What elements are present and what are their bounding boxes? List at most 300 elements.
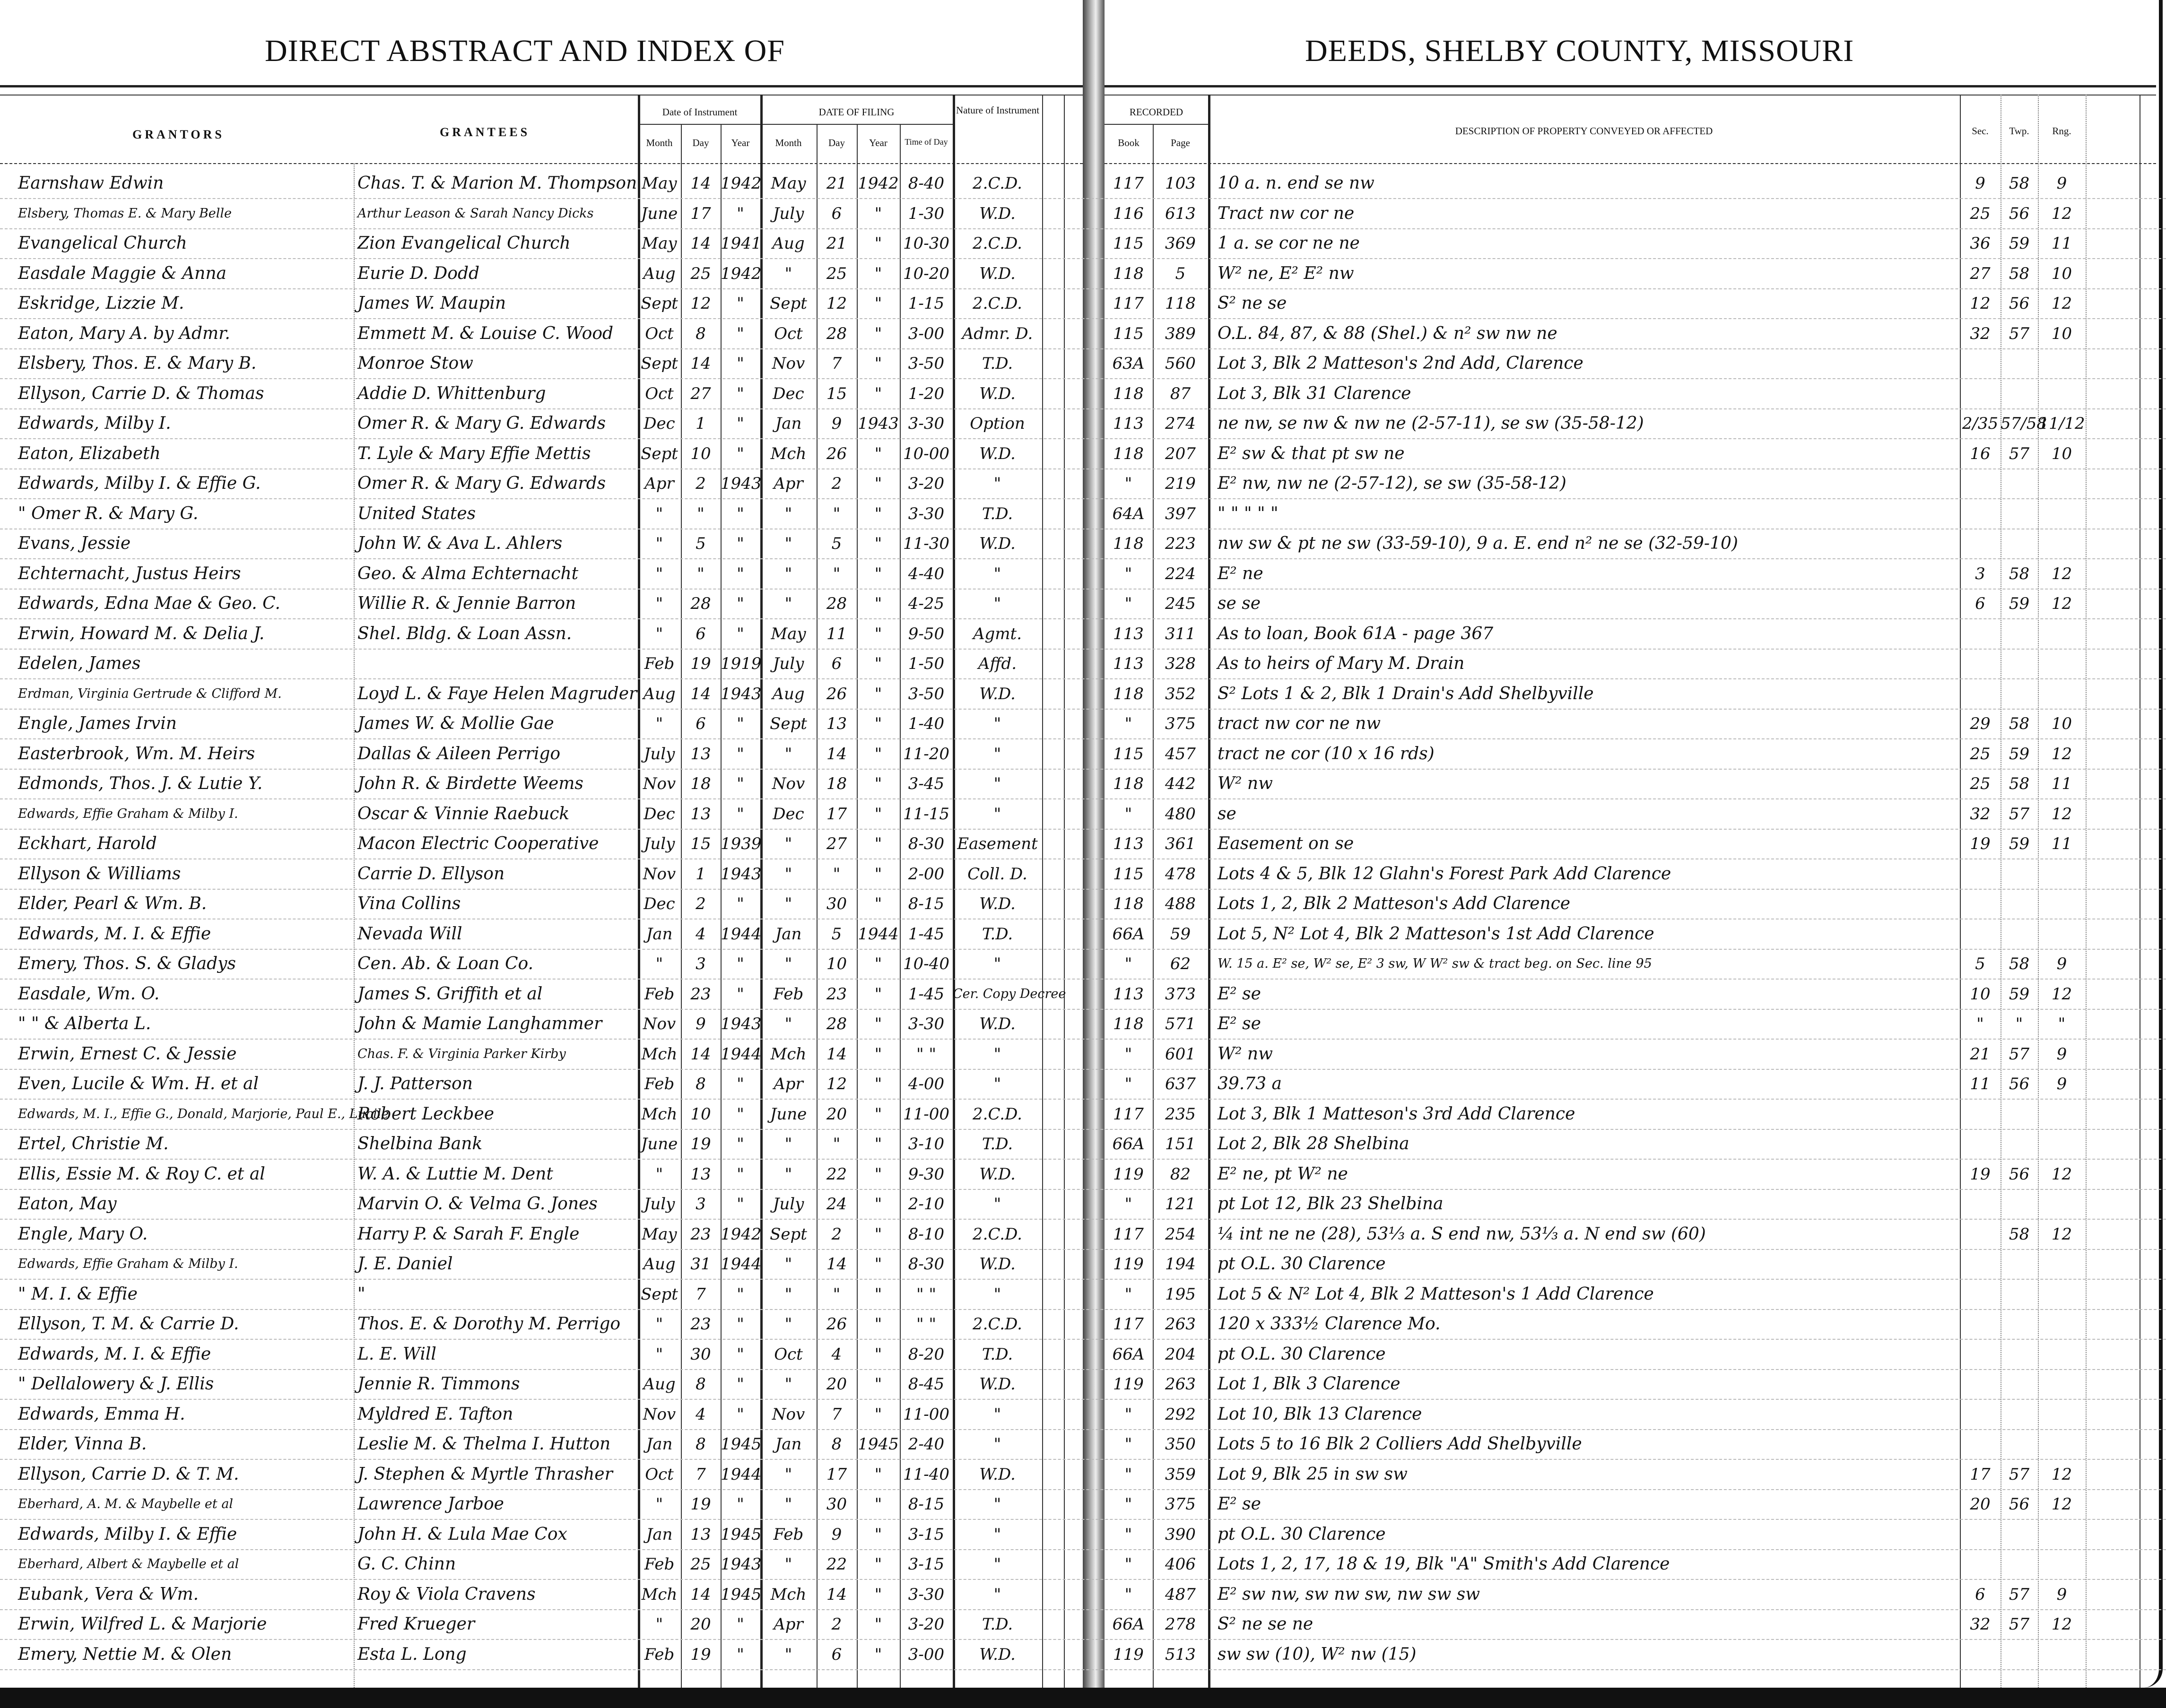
grantee-cell: Roy & Viola Cravens <box>357 1584 536 1604</box>
page-cell: 397 <box>1165 504 1196 523</box>
filing-month-cell: Jan <box>775 414 802 433</box>
filing-day-cell: 2 <box>831 1224 842 1244</box>
nature-of-instrument-cell: 2.C.D. <box>973 294 1022 313</box>
time-of-day-cell: 2-00 <box>908 864 945 884</box>
instrument-day-cell: 3 <box>696 954 706 973</box>
twp-cell: 59 <box>2009 234 2030 253</box>
book-cell: " <box>1124 714 1132 733</box>
filing-month-cell: " <box>784 264 792 283</box>
sec-cell <box>1960 500 2001 529</box>
filing-year-cell: " <box>874 264 882 283</box>
nature-of-instrument-cell: Cer. Copy Decree <box>953 986 1066 1001</box>
instrument-year-cell: 1945 <box>721 1435 762 1454</box>
sec-cell: 10 <box>1970 984 1991 1004</box>
book-cell: " <box>1124 1405 1132 1424</box>
filing-year-cell: " <box>874 684 882 703</box>
filing-year-cell: " <box>874 234 882 253</box>
sec-cell: 32 <box>1970 1615 1991 1634</box>
twp-cell: 58 <box>2009 774 2030 793</box>
instrument-year-cell: " <box>737 984 744 1004</box>
grantee-cell: Chas. T. & Marion M. Thompson <box>357 173 637 193</box>
filing-day-cell: 9 <box>831 1525 842 1544</box>
grantee-cell: John W. & Ava L. Ahlers <box>357 534 563 553</box>
table-row <box>0 860 2166 890</box>
page-header: Page <box>1171 137 1190 148</box>
time-of-day-cell: 2-10 <box>908 1195 945 1214</box>
table-row <box>0 1070 2166 1100</box>
filing-day-cell: 12 <box>826 294 847 313</box>
instrument-month-cell: " <box>655 624 663 643</box>
time-of-day-cell: 3-30 <box>908 504 945 523</box>
instrument-day-cell: 1 <box>696 414 706 433</box>
date-of-instrument-header: Date of Instrument <box>662 106 738 118</box>
page-cell: 373 <box>1165 984 1196 1004</box>
filing-day-cell: 9 <box>831 414 842 433</box>
twp-cell <box>2001 1310 2038 1339</box>
time-of-day-cell: 3-50 <box>908 354 945 373</box>
book-cell: 113 <box>1113 984 1144 1004</box>
instrument-year-cell: 1943 <box>721 1014 762 1033</box>
instrument-month-cell: Jan <box>646 1525 673 1544</box>
description-cell: Lots 1, 2, Blk 2 Matteson's Add Clarence <box>1218 894 1571 913</box>
grantor-cell: Edwards, M. I. & Effie <box>18 924 211 944</box>
filing-month-cell: June <box>770 1104 807 1124</box>
instrument-month-cell: Dec <box>644 804 675 824</box>
instrument-year-cell: 1945 <box>721 1525 762 1544</box>
description-cell: As to loan, Book 61A - page 367 <box>1218 624 1494 643</box>
twp-cell <box>2001 1280 2038 1309</box>
grantor-cell: Engle, James Irvin <box>18 714 177 733</box>
filing-day-cell: 13 <box>826 714 847 733</box>
book-cell: 118 <box>1113 894 1144 913</box>
filing-day-cell: 5 <box>831 924 842 944</box>
page-cell: 82 <box>1170 1164 1191 1184</box>
sec-cell <box>1960 469 2001 498</box>
nature-of-instrument-cell: W.D. <box>979 534 1016 553</box>
twp-cell: " <box>2015 1014 2023 1033</box>
instrument-month-cell: Nov <box>643 1014 676 1033</box>
instrument-day-cell: 18 <box>690 774 711 793</box>
grantee-cell: G. C. Chinn <box>357 1554 456 1574</box>
filing-month-cell: Nov <box>772 1405 805 1424</box>
grantor-cell: Ellyson, Carrie D. & T. M. <box>18 1464 239 1484</box>
nature-of-instrument-cell: W.D. <box>979 1014 1016 1033</box>
nature-of-instrument-cell: Affd. <box>978 654 1017 673</box>
instrument-month-cell: May <box>642 1224 677 1244</box>
instrument-year-cell: " <box>737 894 744 913</box>
book-cell: 118 <box>1113 384 1144 403</box>
grantor-cell: Edwards, M. I., Effie G., Donald, Marjorie, Paul E., Lucile <box>18 1106 389 1121</box>
description-cell: pt O.L. 30 Clarence <box>1218 1524 1386 1544</box>
table-row <box>0 680 2166 710</box>
page-cell: 223 <box>1165 534 1196 553</box>
grantee-cell: Shelbina Bank <box>357 1134 483 1153</box>
grantor-cell: Erwin, Wilfred L. & Marjorie <box>18 1614 267 1634</box>
description-cell: se <box>1218 804 1236 824</box>
rng-cell: 11 <box>2051 234 2072 253</box>
grantor-cell: Elder, Vinna B. <box>18 1434 147 1454</box>
filing-month-cell: July <box>773 654 804 673</box>
page-cell: 601 <box>1165 1044 1196 1064</box>
instrument-month-cell: Apr <box>644 474 674 493</box>
instrument-year-cell: " <box>737 1284 744 1304</box>
description-cell: Lot 3, Blk 2 Matteson's 2nd Add, Clarence <box>1218 354 1583 373</box>
grantor-cell: " Dellalowery & J. Ellis <box>18 1374 214 1394</box>
filing-month-cell: " <box>784 1315 792 1334</box>
instrument-day-cell: 31 <box>690 1255 711 1274</box>
filing-day-cell: " <box>833 564 841 583</box>
instrument-day-cell: 19 <box>690 654 711 673</box>
instrument-month-cell: Mch <box>641 1585 678 1604</box>
twp-cell <box>2001 1340 2038 1369</box>
filing-month-cell: Aug <box>772 234 805 253</box>
rng-cell <box>2038 380 2086 408</box>
description-cell: Lot 10, Blk 13 Clarence <box>1218 1404 1422 1424</box>
page-cell: 478 <box>1165 864 1196 884</box>
time-of-day-cell: 8-45 <box>908 1375 945 1394</box>
description-cell: Lot 1, Blk 3 Clarence <box>1218 1374 1401 1394</box>
rng-cell: 12 <box>2051 984 2072 1004</box>
instrument-year-cell: " <box>737 1344 744 1364</box>
grantee-cell: John H. & Lula Mae Cox <box>357 1524 567 1544</box>
instrument-day-cell: 19 <box>690 1495 711 1514</box>
sec-cell <box>1960 860 2001 889</box>
instrument-day-cell: 14 <box>690 684 711 703</box>
twp-cell: 58 <box>2009 954 2030 973</box>
table-row <box>0 199 2166 229</box>
grantee-cell: James W. & Mollie Gae <box>357 714 554 733</box>
instrument-year-cell: 1919 <box>721 654 762 673</box>
table-row <box>0 169 2166 199</box>
instrument-month-cell: Dec <box>644 414 675 433</box>
instrument-year-cell: " <box>737 1135 744 1153</box>
nature-of-instrument-cell: W.D. <box>979 1375 1016 1394</box>
rng-cell: 12 <box>2051 1224 2072 1244</box>
nature-of-instrument-cell: " <box>993 954 1001 973</box>
instrument-day-cell: 23 <box>690 1315 711 1334</box>
instrument-day-cell: 1 <box>696 864 706 884</box>
twp-cell <box>2001 1100 2038 1129</box>
instrument-year-cell: " <box>737 354 744 373</box>
filing-year-cell: " <box>874 1075 882 1093</box>
filing-month-cell: May <box>771 174 806 193</box>
filing-day-cell: 6 <box>831 654 842 673</box>
filing-day-cell: 4 <box>831 1344 842 1364</box>
table-row <box>0 320 2166 349</box>
time-of-day-cell: 1-50 <box>908 654 945 673</box>
table-row <box>0 590 2166 619</box>
twp-cell <box>2001 469 2038 498</box>
filing-year-cell: " <box>874 1645 882 1664</box>
rng-cell <box>2038 1400 2086 1429</box>
table-row <box>0 1550 2166 1580</box>
description-cell: tract ne cor (10 x 16 rds) <box>1218 744 1435 763</box>
instrument-day-cell: 13 <box>690 744 711 763</box>
instrument-day-cell: 13 <box>690 804 711 824</box>
nature-of-instrument-cell: " <box>993 1075 1001 1093</box>
filing-day-cell: 27 <box>826 834 847 853</box>
instrument-month-cell: June <box>641 204 678 223</box>
book-cell: 118 <box>1113 264 1144 283</box>
twp-cell: 58 <box>2009 1224 2030 1244</box>
filing-month-cell: " <box>784 1555 792 1574</box>
rng-cell <box>2038 1190 2086 1219</box>
grantor-cell: Eberhard, Albert & Maybelle et al <box>18 1557 239 1571</box>
filing-month-cell: Nov <box>772 354 805 373</box>
table-row <box>0 529 2166 559</box>
table-row <box>0 1430 2166 1460</box>
grantor-cell: Eckhart, Harold <box>18 834 157 853</box>
instrument-month-cell: June <box>641 1135 678 1153</box>
filing-day-cell: 21 <box>826 174 847 193</box>
instrument-year-cell: " <box>737 1104 744 1124</box>
sec-cell: 2/35 <box>1962 414 1999 433</box>
instrument-month-cell: May <box>642 174 677 193</box>
description-cell: E² se <box>1218 984 1261 1004</box>
instrument-year-cell: " <box>737 444 744 463</box>
nature-of-instrument-cell: " <box>993 1435 1001 1454</box>
instrument-year-cell: 1943 <box>721 864 762 884</box>
page-cell: 487 <box>1165 1585 1196 1604</box>
grantor-cell: Elsbery, Thos. E. & Mary B. <box>18 354 257 373</box>
twp-cell <box>2001 1130 2038 1159</box>
twp-cell: 57 <box>2009 1615 2030 1634</box>
filing-year-cell: " <box>874 834 882 853</box>
instrument-year-cell: " <box>737 954 744 973</box>
filing-year-cell: " <box>874 564 882 583</box>
time-of-day-cell: 11-00 <box>903 1104 949 1124</box>
time-of-day-cell: 8-20 <box>908 1344 945 1364</box>
twp-cell: 57 <box>2009 804 2030 824</box>
table-row <box>0 229 2166 259</box>
filing-month-cell: May <box>771 624 806 643</box>
filing-month-cell: " <box>784 1465 792 1484</box>
time-of-day-cell: 1-40 <box>908 714 945 733</box>
filing-month-cell: July <box>773 204 804 223</box>
filing-day-cell: 26 <box>826 444 847 463</box>
instrument-year-cell: " <box>737 1315 744 1334</box>
book-cell: 119 <box>1113 1375 1144 1394</box>
filing-month-cell: Apr <box>774 1075 803 1093</box>
instrument-month-cell: July <box>644 834 675 853</box>
instrument-month-cell: Feb <box>644 1645 675 1664</box>
book-cell: " <box>1124 954 1132 973</box>
grantor-cell: Emery, Nettie M. & Olen <box>18 1644 232 1664</box>
sec-cell <box>1960 890 2001 919</box>
instrument-month-cell: " <box>655 594 663 613</box>
filing-year-cell: " <box>874 1495 882 1514</box>
instrument-year-cell: 1939 <box>721 834 762 853</box>
filing-year-cell: " <box>874 324 882 343</box>
filing-day-cell: 2 <box>831 474 842 493</box>
time-of-day-cell: 1-45 <box>908 924 945 944</box>
page-cell: 328 <box>1165 654 1196 673</box>
nature-of-instrument-cell: " <box>993 744 1001 763</box>
rng-cell: 9 <box>2056 174 2067 193</box>
nature-of-instrument-cell: T.D. <box>982 354 1013 373</box>
grantee-cell: Omer R. & Mary G. Edwards <box>357 474 606 493</box>
table-row <box>0 380 2166 409</box>
book-cell: 113 <box>1113 414 1144 433</box>
page-cell: 311 <box>1165 624 1196 643</box>
description-cell: pt O.L. 30 Clarence <box>1218 1254 1386 1274</box>
table-row <box>0 1520 2166 1550</box>
time-of-day-cell: 3-20 <box>908 1615 945 1634</box>
filing-month-cell: Oct <box>774 1344 803 1364</box>
grantee-cell: W. A. & Luttie M. Dent <box>357 1164 553 1184</box>
instrument-day-cell: 25 <box>690 264 711 283</box>
time-of-day-cell: 1-30 <box>908 204 945 223</box>
grantor-cell: Engle, Mary O. <box>18 1224 148 1244</box>
time-of-day-cell: 11-20 <box>903 744 949 763</box>
page-cell: 194 <box>1165 1255 1196 1274</box>
table-row <box>0 620 2166 650</box>
instrument-year-cell: 1942 <box>721 264 762 283</box>
instrument-day-cell: 4 <box>696 1405 706 1424</box>
page-cell: 254 <box>1165 1224 1196 1244</box>
grantee-cell: Loyd L. & Faye Helen Magruder <box>357 684 637 703</box>
instrument-day-cell: 23 <box>690 984 711 1004</box>
twp-cell <box>2001 1370 2038 1399</box>
instrument-day-cell: 19 <box>690 1645 711 1664</box>
nature-of-instrument-cell: Coll. D. <box>967 864 1027 884</box>
page-cell: 359 <box>1165 1465 1196 1484</box>
instrument-day-cell: 8 <box>696 1375 706 1394</box>
nature-of-instrument-cell: W.D. <box>979 684 1016 703</box>
grantee-cell: Geo. & Alma Echternacht <box>357 564 579 583</box>
inst-day-header: Day <box>692 137 709 148</box>
instrument-month-cell: Aug <box>643 684 676 703</box>
sec-cell <box>1960 680 2001 709</box>
book-cell: " <box>1124 1044 1132 1064</box>
table-row <box>0 1610 2166 1640</box>
filing-year-cell: " <box>874 1195 882 1214</box>
instrument-year-cell: " <box>737 414 744 433</box>
grantor-cell: Emery, Thos. S. & Gladys <box>18 954 236 973</box>
sec-cell: 6 <box>1975 1585 1985 1604</box>
filing-year-header: Year <box>869 137 887 148</box>
table-row <box>0 650 2166 679</box>
grantor-cell: Edwards, M. I. & Effie <box>18 1344 211 1364</box>
filing-year-cell: " <box>874 1255 882 1274</box>
rng-cell <box>2038 469 2086 498</box>
sec-cell <box>1960 1220 2001 1249</box>
filing-year-cell: " <box>874 1555 882 1574</box>
time-of-day-cell: 3-20 <box>908 474 945 493</box>
book-cell: " <box>1124 1284 1132 1304</box>
table-row <box>0 469 2166 499</box>
filing-day-cell: 12 <box>826 1075 847 1093</box>
nature-of-instrument-cell: " <box>993 774 1001 793</box>
instrument-month-cell: Feb <box>644 1555 675 1574</box>
grantor-cell: Easdale Maggie & Anna <box>18 263 226 283</box>
grantee-cell: J. J. Patterson <box>357 1074 473 1093</box>
filing-year-cell: " <box>874 714 882 733</box>
filing-month-cell: Mch <box>770 1044 807 1064</box>
grantee-cell: Arthur Leason & Sarah Nancy Dicks <box>357 206 594 221</box>
table-row <box>0 1490 2166 1520</box>
instrument-year-cell: 1944 <box>721 924 762 944</box>
time-of-day-cell: 3-15 <box>908 1555 945 1574</box>
time-of-day-cell: 3-10 <box>908 1135 945 1153</box>
page-cell: 204 <box>1165 1344 1196 1364</box>
table-row <box>0 500 2166 529</box>
instrument-month-cell: " <box>655 534 663 553</box>
instrument-year-cell: 1945 <box>721 1585 762 1604</box>
twp-cell <box>2001 500 2038 529</box>
time-of-day-cell: 11-15 <box>903 804 949 824</box>
grantees-header: GRANTEES <box>440 125 531 139</box>
filing-day-cell: " <box>833 504 841 523</box>
sec-cell: 20 <box>1970 1495 1991 1514</box>
grantee-cell: Vina Collins <box>357 894 461 913</box>
table-row <box>0 409 2166 439</box>
time-of-day-cell: 3-30 <box>908 414 945 433</box>
book-cell: 113 <box>1113 654 1144 673</box>
instrument-year-cell: " <box>737 1645 744 1664</box>
time-of-day-cell: 4-25 <box>908 594 945 613</box>
header-top-rule-right <box>1105 85 2156 87</box>
filing-month-cell: " <box>784 504 792 523</box>
grantee-cell: Jennie R. Timmons <box>357 1374 520 1394</box>
sec-cell: 9 <box>1975 174 1985 193</box>
filing-month-cell: Feb <box>773 1525 804 1544</box>
instrument-year-cell: " <box>737 534 744 553</box>
grantee-cell: Eurie D. Dodd <box>357 263 480 283</box>
grantor-cell: Earnshaw Edwin <box>18 173 164 193</box>
filing-month-cell: " <box>784 1495 792 1514</box>
grantee-cell: Marvin O. & Velma G. Jones <box>357 1194 598 1214</box>
table-row <box>0 1220 2166 1250</box>
sec-cell <box>1960 1340 2001 1369</box>
rng-cell <box>2038 1130 2086 1159</box>
page-cell: 62 <box>1170 954 1191 973</box>
table-row <box>0 710 2166 739</box>
page-cell: 5 <box>1175 264 1186 283</box>
table-row <box>0 440 2166 469</box>
filing-year-cell: " <box>874 1044 882 1064</box>
instrument-year-cell: " <box>737 1164 744 1184</box>
filing-day-cell: 30 <box>826 894 847 913</box>
twp-cell <box>2001 620 2038 649</box>
twp-cell <box>2001 1520 2038 1549</box>
sec-cell <box>1960 380 2001 408</box>
filing-day-cell: 10 <box>826 954 847 973</box>
book-cell: 117 <box>1113 1224 1144 1244</box>
grantee-cell: Esta L. Long <box>357 1644 467 1664</box>
rng-cell <box>2038 1370 2086 1399</box>
page-cell: 513 <box>1165 1645 1196 1664</box>
filing-month-cell: " <box>784 1135 792 1153</box>
description-cell: 120 x 333½ Clarence Mo. <box>1218 1314 1441 1334</box>
nature-of-instrument-cell: Option <box>970 414 1025 433</box>
filing-month-cell: Dec <box>773 804 804 824</box>
filing-year-cell: " <box>874 504 882 523</box>
filing-month-cell: " <box>784 894 792 913</box>
sec-cell: 36 <box>1970 234 1991 253</box>
filing-month-cell: Feb <box>773 984 804 1004</box>
description-cell: E² sw & that pt sw ne <box>1218 443 1405 463</box>
filing-year-cell: " <box>874 804 882 824</box>
nature-of-instrument-cell: Admr. D. <box>962 324 1033 343</box>
twp-cell <box>2001 1550 2038 1579</box>
sec-cell <box>1960 349 2001 378</box>
filing-month-cell: Apr <box>774 474 803 493</box>
nature-of-instrument-cell: Easement <box>957 834 1038 853</box>
filing-day-cell: 18 <box>826 774 847 793</box>
rng-cell: 10 <box>2051 714 2072 733</box>
table-row <box>0 1040 2166 1070</box>
